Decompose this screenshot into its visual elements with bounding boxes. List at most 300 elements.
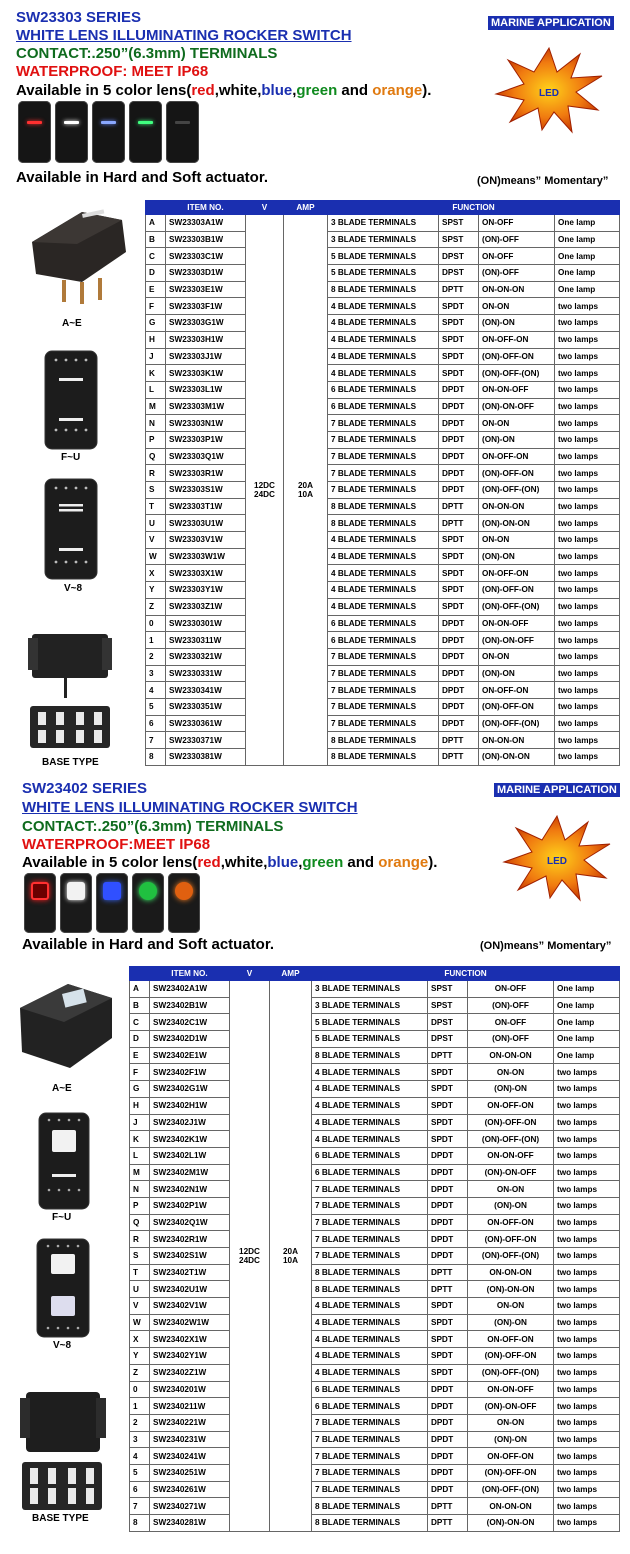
table-row bbox=[130, 1281, 620, 1298]
color-green: green bbox=[302, 854, 344, 871]
terminals: 4 BLADE TERMINALS bbox=[328, 298, 439, 315]
pole-type: SPDT bbox=[428, 1131, 468, 1148]
table-row bbox=[146, 331, 620, 348]
item-number: SW23402S1W bbox=[150, 1248, 230, 1265]
item-number: SW2340201W bbox=[150, 1381, 230, 1398]
row-code: X bbox=[146, 565, 166, 582]
item-number: SW23303J1W bbox=[166, 348, 246, 365]
row-code: F bbox=[146, 298, 166, 315]
switch-function: (ON)-ON bbox=[468, 1431, 554, 1448]
led-label: LED bbox=[539, 88, 559, 99]
item-number: SW2330301W bbox=[166, 615, 246, 632]
lamp-count: two lamps bbox=[554, 1414, 620, 1431]
table-row bbox=[130, 1164, 620, 1181]
terminals: 6 BLADE TERMINALS bbox=[312, 1398, 428, 1415]
pole-type: DPDT bbox=[439, 415, 479, 432]
switch-function: ON-OFF-ON bbox=[468, 1214, 554, 1231]
lamp-count: One lamp bbox=[554, 1031, 620, 1048]
table-row bbox=[146, 381, 620, 398]
switch-function: (ON)-OFF-(ON) bbox=[479, 482, 555, 499]
switch-function: ON-OFF-ON bbox=[468, 1448, 554, 1465]
row-code: 2 bbox=[146, 648, 166, 665]
pole-type: DPDT bbox=[439, 615, 479, 632]
table-row bbox=[146, 482, 620, 499]
lamp-count: two lamps bbox=[555, 398, 620, 415]
item-number: SW23303B1W bbox=[166, 231, 246, 248]
pole-type: DPDT bbox=[428, 1464, 468, 1481]
row-code: V bbox=[146, 532, 166, 549]
waterproof-spec: WATERPROOF:MEET IP68 bbox=[22, 836, 211, 853]
avail-prefix: Available in 5 color lens( bbox=[22, 854, 198, 871]
lamp-count: One lamp bbox=[555, 231, 620, 248]
item-number: SW23402J1W bbox=[150, 1114, 230, 1131]
pole-type: SPDT bbox=[439, 348, 479, 365]
color-orange: orange bbox=[378, 854, 429, 871]
table-row bbox=[130, 981, 620, 998]
label-v-8: V~8 bbox=[64, 583, 83, 594]
switch-function: ON-ON bbox=[479, 415, 555, 432]
pole-type: SPST bbox=[428, 981, 468, 998]
terminals: 7 BLADE TERMINALS bbox=[312, 1231, 428, 1248]
pole-type: DPDT bbox=[428, 1481, 468, 1498]
pole-type: SPDT bbox=[439, 582, 479, 599]
row-code: A bbox=[146, 215, 166, 232]
row-code: 3 bbox=[130, 1431, 150, 1448]
terminals: 4 BLADE TERMINALS bbox=[312, 1314, 428, 1331]
pole-type: DPTT bbox=[428, 1047, 468, 1064]
item-number: SW2330381W bbox=[166, 749, 246, 766]
table-row bbox=[146, 348, 620, 365]
lamp-count: two lamps bbox=[555, 532, 620, 549]
terminals: 8 BLADE TERMINALS bbox=[312, 1047, 428, 1064]
lamp-count: One lamp bbox=[554, 1047, 620, 1064]
terminals: 4 BLADE TERMINALS bbox=[328, 365, 439, 382]
switch-function: (ON)-OFF-ON bbox=[479, 582, 555, 599]
item-number: SW2330311W bbox=[166, 632, 246, 649]
label-f-u: F~U bbox=[61, 452, 81, 463]
switch-function: (ON)-ON-ON bbox=[468, 1515, 554, 1532]
table-row bbox=[146, 648, 620, 665]
lamp-count: two lamps bbox=[555, 715, 620, 732]
terminals: 4 BLADE TERMINALS bbox=[328, 565, 439, 582]
pole-type: SPDT bbox=[439, 331, 479, 348]
row-code: D bbox=[130, 1031, 150, 1048]
switch-function: (ON)-OFF-(ON) bbox=[479, 715, 555, 732]
terminals: 7 BLADE TERMINALS bbox=[312, 1248, 428, 1265]
item-number: SW2340251W bbox=[150, 1464, 230, 1481]
table-row bbox=[146, 448, 620, 465]
item-number: SW23402G1W bbox=[150, 1081, 230, 1098]
switch-function: (ON)-OFF-(ON) bbox=[468, 1481, 554, 1498]
table-row bbox=[146, 265, 620, 282]
terminals: 4 BLADE TERMINALS bbox=[312, 1331, 428, 1348]
terminals: 8 BLADE TERMINALS bbox=[328, 732, 439, 749]
table-row bbox=[146, 732, 620, 749]
voltage-cell: 12DC 24DC bbox=[246, 215, 284, 766]
row-code: W bbox=[146, 548, 166, 565]
switch-function: ON-ON-ON bbox=[468, 1047, 554, 1064]
item-number: SW2330351W bbox=[166, 698, 246, 715]
terminals: 3 BLADE TERMINALS bbox=[312, 981, 428, 998]
terminals: 7 BLADE TERMINALS bbox=[328, 682, 439, 699]
actuator-note: Available in Hard and Soft actuator. bbox=[16, 169, 268, 186]
switch-function: (ON)-ON-OFF bbox=[468, 1164, 554, 1181]
item-number: SW23303N1W bbox=[166, 415, 246, 432]
header-item-no: ITEM NO. bbox=[166, 201, 246, 215]
pole-type: DPDT bbox=[439, 632, 479, 649]
terminals: 5 BLADE TERMINALS bbox=[328, 248, 439, 265]
table-row bbox=[130, 1464, 620, 1481]
table-row bbox=[130, 1147, 620, 1164]
terminals: 4 BLADE TERMINALS bbox=[328, 582, 439, 599]
item-number: SW23303Z1W bbox=[166, 598, 246, 615]
item-number: SW23303D1W bbox=[166, 265, 246, 282]
table-header-row bbox=[130, 967, 620, 981]
row-code: G bbox=[146, 315, 166, 332]
item-number: SW23303T1W bbox=[166, 498, 246, 515]
pole-type: DPDT bbox=[439, 465, 479, 482]
spec-table bbox=[145, 200, 620, 766]
pole-type: SPDT bbox=[439, 598, 479, 615]
table-row bbox=[146, 465, 620, 482]
terminals: 4 BLADE TERMINALS bbox=[312, 1081, 428, 1098]
terminals: 8 BLADE TERMINALS bbox=[312, 1498, 428, 1515]
switch-function: (ON)-OFF-ON bbox=[468, 1114, 554, 1131]
pole-type: DPDT bbox=[439, 482, 479, 499]
row-code: R bbox=[130, 1231, 150, 1248]
lens-green bbox=[132, 873, 164, 933]
row-code: 4 bbox=[130, 1448, 150, 1465]
table-row bbox=[130, 1381, 620, 1398]
switch-function: ON-ON-OFF bbox=[468, 1381, 554, 1398]
item-number: SW2330371W bbox=[166, 732, 246, 749]
pole-type: DPST bbox=[428, 1031, 468, 1048]
terminals: 7 BLADE TERMINALS bbox=[328, 698, 439, 715]
row-code: 1 bbox=[146, 632, 166, 649]
switch-function: (ON)-ON bbox=[479, 548, 555, 565]
item-number: SW2340221W bbox=[150, 1414, 230, 1431]
terminals: 4 BLADE TERMINALS bbox=[328, 532, 439, 549]
rocker-switch-ae-image bbox=[22, 202, 128, 314]
table-row bbox=[146, 698, 620, 715]
row-code: V bbox=[130, 1298, 150, 1315]
row-code: S bbox=[146, 482, 166, 499]
item-number: SW23303S1W bbox=[166, 482, 246, 499]
lamp-count: two lamps bbox=[555, 348, 620, 365]
pole-type: DPTT bbox=[428, 1498, 468, 1515]
table-row bbox=[130, 1031, 620, 1048]
table-row bbox=[146, 415, 620, 432]
table-row bbox=[130, 1498, 620, 1515]
row-code: 8 bbox=[146, 749, 166, 766]
table-row bbox=[146, 598, 620, 615]
color-availability: Available in 5 color lens(red,white,blue,green and orange). bbox=[22, 854, 438, 871]
table-row bbox=[146, 582, 620, 599]
pole-type: SPDT bbox=[428, 1064, 468, 1081]
color-red: red bbox=[191, 82, 215, 99]
label-f-u: F~U bbox=[52, 1212, 72, 1223]
lamp-count: two lamps bbox=[555, 515, 620, 532]
item-number: SW2330361W bbox=[166, 715, 246, 732]
header-v: V bbox=[246, 201, 284, 215]
avail-and: and bbox=[337, 82, 373, 99]
switch-function: ON-ON-ON bbox=[479, 732, 555, 749]
pole-type: DPTT bbox=[439, 515, 479, 532]
switch-function: (ON)-OFF-(ON) bbox=[468, 1364, 554, 1381]
table-row bbox=[146, 665, 620, 682]
item-number: SW23402F1W bbox=[150, 1064, 230, 1081]
avail-and: and bbox=[343, 854, 379, 871]
color-blue: blue bbox=[261, 82, 293, 99]
switch-function: ON-OFF-ON bbox=[479, 331, 555, 348]
table-row bbox=[130, 1047, 620, 1064]
terminals: 7 BLADE TERMINALS bbox=[328, 415, 439, 432]
header-amp: AMP bbox=[284, 201, 328, 215]
lamp-count: two lamps bbox=[554, 1298, 620, 1315]
lamp-count: two lamps bbox=[554, 1398, 620, 1415]
terminals: 6 BLADE TERMINALS bbox=[312, 1147, 428, 1164]
row-code: D bbox=[146, 265, 166, 282]
lamp-count: two lamps bbox=[554, 1214, 620, 1231]
switch-function: (ON)-ON bbox=[479, 665, 555, 682]
item-number: SW23402H1W bbox=[150, 1097, 230, 1114]
lamp-count: two lamps bbox=[555, 698, 620, 715]
pole-type: DPDT bbox=[428, 1164, 468, 1181]
switch-function: (ON)-OFF-ON bbox=[468, 1464, 554, 1481]
table-row bbox=[130, 1431, 620, 1448]
row-code: J bbox=[130, 1114, 150, 1131]
switch-function: (ON)-OFF-ON bbox=[468, 1348, 554, 1365]
color-blue: blue bbox=[267, 854, 299, 871]
pole-type: DPDT bbox=[439, 682, 479, 699]
pole-type: SPDT bbox=[428, 1314, 468, 1331]
terminals: 5 BLADE TERMINALS bbox=[328, 265, 439, 282]
switch-function: ON-ON-ON bbox=[468, 1498, 554, 1515]
row-code: J bbox=[146, 348, 166, 365]
terminals: 8 BLADE TERMINALS bbox=[312, 1264, 428, 1281]
lamp-count: One lamp bbox=[555, 265, 620, 282]
lamp-count: two lamps bbox=[555, 415, 620, 432]
table-row bbox=[146, 398, 620, 415]
marine-application-badge: MARINE APPLICATION bbox=[488, 16, 614, 30]
lamp-count: two lamps bbox=[555, 732, 620, 749]
product-subtitle: WHITE LENS ILLUMINATING ROCKER SWITCH bbox=[16, 27, 352, 44]
lamp-count: two lamps bbox=[555, 682, 620, 699]
table-row bbox=[130, 1197, 620, 1214]
table-row bbox=[130, 1448, 620, 1465]
pole-type: DPDT bbox=[439, 431, 479, 448]
row-code: W bbox=[130, 1314, 150, 1331]
marine-application-badge: MARINE APPLICATION bbox=[494, 783, 620, 797]
item-number: SW23402L1W bbox=[150, 1147, 230, 1164]
table-row bbox=[130, 1097, 620, 1114]
table-row bbox=[146, 515, 620, 532]
item-number: SW23303Q1W bbox=[166, 448, 246, 465]
lamp-count: two lamps bbox=[555, 498, 620, 515]
item-number: SW23303F1W bbox=[166, 298, 246, 315]
lens-orange bbox=[168, 873, 200, 933]
row-code: 3 bbox=[146, 665, 166, 682]
pole-type: DPTT bbox=[428, 1281, 468, 1298]
row-code: 0 bbox=[146, 615, 166, 632]
row-code: B bbox=[146, 231, 166, 248]
row-code: R bbox=[146, 465, 166, 482]
terminals: 6 BLADE TERMINALS bbox=[328, 381, 439, 398]
row-code: F bbox=[130, 1064, 150, 1081]
row-code: U bbox=[130, 1281, 150, 1298]
item-number: SW23402E1W bbox=[150, 1047, 230, 1064]
header-item-no: ITEM NO. bbox=[150, 967, 230, 981]
table-row bbox=[146, 298, 620, 315]
terminals: 3 BLADE TERMINALS bbox=[312, 997, 428, 1014]
terminals: 6 BLADE TERMINALS bbox=[312, 1381, 428, 1398]
item-number: SW2330341W bbox=[166, 682, 246, 699]
item-number: SW23303P1W bbox=[166, 431, 246, 448]
switch-function: (ON)-OFF-(ON) bbox=[468, 1248, 554, 1265]
label-base-type: BASE TYPE bbox=[42, 757, 99, 768]
row-code: G bbox=[130, 1081, 150, 1098]
row-code: Y bbox=[130, 1348, 150, 1365]
pole-type: SPDT bbox=[428, 1348, 468, 1365]
pole-type: DPST bbox=[439, 265, 479, 282]
switch-function: ON-ON-OFF bbox=[479, 615, 555, 632]
lamp-count: One lamp bbox=[555, 248, 620, 265]
led-starburst-icon bbox=[502, 814, 612, 902]
lamp-count: two lamps bbox=[555, 565, 620, 582]
waterproof-spec: WATERPROOF: MEET IP68 bbox=[16, 63, 209, 80]
pole-type: SPDT bbox=[439, 548, 479, 565]
row-code: 5 bbox=[130, 1464, 150, 1481]
terminals: 4 BLADE TERMINALS bbox=[328, 548, 439, 565]
switch-function: ON-ON bbox=[479, 648, 555, 665]
item-number: SW2340261W bbox=[150, 1481, 230, 1498]
row-code: M bbox=[130, 1164, 150, 1181]
switch-function: (ON)-OFF-ON bbox=[468, 1231, 554, 1248]
terminals: 6 BLADE TERMINALS bbox=[328, 632, 439, 649]
row-code: P bbox=[130, 1197, 150, 1214]
pole-type: DPST bbox=[439, 248, 479, 265]
item-number: SW23303X1W bbox=[166, 565, 246, 582]
pole-type: SPST bbox=[439, 231, 479, 248]
table-row bbox=[146, 365, 620, 382]
lamp-count: two lamps bbox=[554, 1181, 620, 1198]
lamp-count: two lamps bbox=[554, 1097, 620, 1114]
switch-function: ON-OFF-ON bbox=[479, 682, 555, 699]
row-code: U bbox=[146, 515, 166, 532]
lamp-count: two lamps bbox=[554, 1464, 620, 1481]
terminals: 7 BLADE TERMINALS bbox=[328, 431, 439, 448]
amp-cell: 20A 10A bbox=[284, 215, 328, 766]
switch-function: ON-ON-ON bbox=[479, 281, 555, 298]
item-number: SW23402N1W bbox=[150, 1181, 230, 1198]
switch-function: ON-ON-OFF bbox=[468, 1147, 554, 1164]
lamp-count: two lamps bbox=[555, 465, 620, 482]
pole-type: DPDT bbox=[428, 1181, 468, 1198]
pole-type: DPTT bbox=[439, 498, 479, 515]
lamp-count: two lamps bbox=[554, 1064, 620, 1081]
table-row bbox=[130, 1064, 620, 1081]
lamp-count: two lamps bbox=[554, 1431, 620, 1448]
item-number: SW23402W1W bbox=[150, 1314, 230, 1331]
color-white: white bbox=[224, 854, 264, 871]
pole-type: DPTT bbox=[439, 749, 479, 766]
pole-type: SPDT bbox=[439, 315, 479, 332]
contact-spec: CONTACT:.250”(6.3mm) TERMINALS bbox=[22, 818, 284, 835]
switch-function: ON-OFF bbox=[468, 1014, 554, 1031]
lens-red bbox=[24, 873, 56, 933]
item-number: SW23402X1W bbox=[150, 1331, 230, 1348]
switch-function: (ON)-OFF bbox=[479, 231, 555, 248]
table-row bbox=[146, 565, 620, 582]
pole-type: SPDT bbox=[439, 298, 479, 315]
table-row bbox=[130, 1214, 620, 1231]
pole-type: DPDT bbox=[428, 1231, 468, 1248]
pole-type: SPDT bbox=[439, 365, 479, 382]
lamp-count: two lamps bbox=[555, 582, 620, 599]
row-code: M bbox=[146, 398, 166, 415]
table-row bbox=[130, 1414, 620, 1431]
lamp-count: two lamps bbox=[555, 482, 620, 499]
pole-type: DPDT bbox=[439, 698, 479, 715]
switch-function: (ON)-OFF-(ON) bbox=[479, 365, 555, 382]
terminals: 8 BLADE TERMINALS bbox=[328, 498, 439, 515]
amp-cell: 20A 10A bbox=[270, 981, 312, 1532]
switch-function: ON-ON bbox=[479, 298, 555, 315]
row-code: P bbox=[146, 431, 166, 448]
switch-function: (ON)-OFF-(ON) bbox=[468, 1131, 554, 1148]
row-code: K bbox=[130, 1131, 150, 1148]
terminals: 3 BLADE TERMINALS bbox=[328, 231, 439, 248]
momentary-note: (ON)means” Momentary” bbox=[477, 175, 609, 187]
pole-type: DPDT bbox=[428, 1431, 468, 1448]
item-number: SW23303G1W bbox=[166, 315, 246, 332]
base-type-image bbox=[20, 1388, 106, 1514]
terminals: 8 BLADE TERMINALS bbox=[328, 281, 439, 298]
color-green: green bbox=[296, 82, 338, 99]
row-code: Q bbox=[146, 448, 166, 465]
table-row bbox=[130, 1515, 620, 1532]
terminals: 7 BLADE TERMINALS bbox=[328, 482, 439, 499]
pole-type: DPST bbox=[428, 1014, 468, 1031]
switch-function: (ON)-OFF bbox=[468, 997, 554, 1014]
switch-function: (ON)-OFF-ON bbox=[479, 465, 555, 482]
row-code: K bbox=[146, 365, 166, 382]
item-number: SW23402Z1W bbox=[150, 1364, 230, 1381]
lamp-count: One lamp bbox=[555, 215, 620, 232]
item-number: SW23303R1W bbox=[166, 465, 246, 482]
row-code: 7 bbox=[130, 1498, 150, 1515]
terminals: 4 BLADE TERMINALS bbox=[312, 1064, 428, 1081]
lamp-count: two lamps bbox=[554, 1131, 620, 1148]
lamp-count: two lamps bbox=[554, 1281, 620, 1298]
table-row bbox=[130, 1364, 620, 1381]
lens-orange bbox=[166, 101, 199, 163]
item-number: SW23402C1W bbox=[150, 1014, 230, 1031]
rocker-switch-fu-image bbox=[38, 1112, 90, 1210]
table-row bbox=[146, 498, 620, 515]
actuator-note: Available in Hard and Soft actuator. bbox=[22, 936, 274, 953]
lamp-count: two lamps bbox=[554, 1231, 620, 1248]
label-a-e: A~E bbox=[62, 318, 82, 329]
pole-type: DPTT bbox=[439, 281, 479, 298]
lamp-count: One lamp bbox=[554, 997, 620, 1014]
switch-function: ON-ON bbox=[468, 1064, 554, 1081]
lamp-count: two lamps bbox=[554, 1264, 620, 1281]
voltage-cell: 12DC 24DC bbox=[230, 981, 270, 1532]
pole-type: DPTT bbox=[428, 1264, 468, 1281]
row-code: N bbox=[146, 415, 166, 432]
item-number: SW23402T1W bbox=[150, 1264, 230, 1281]
